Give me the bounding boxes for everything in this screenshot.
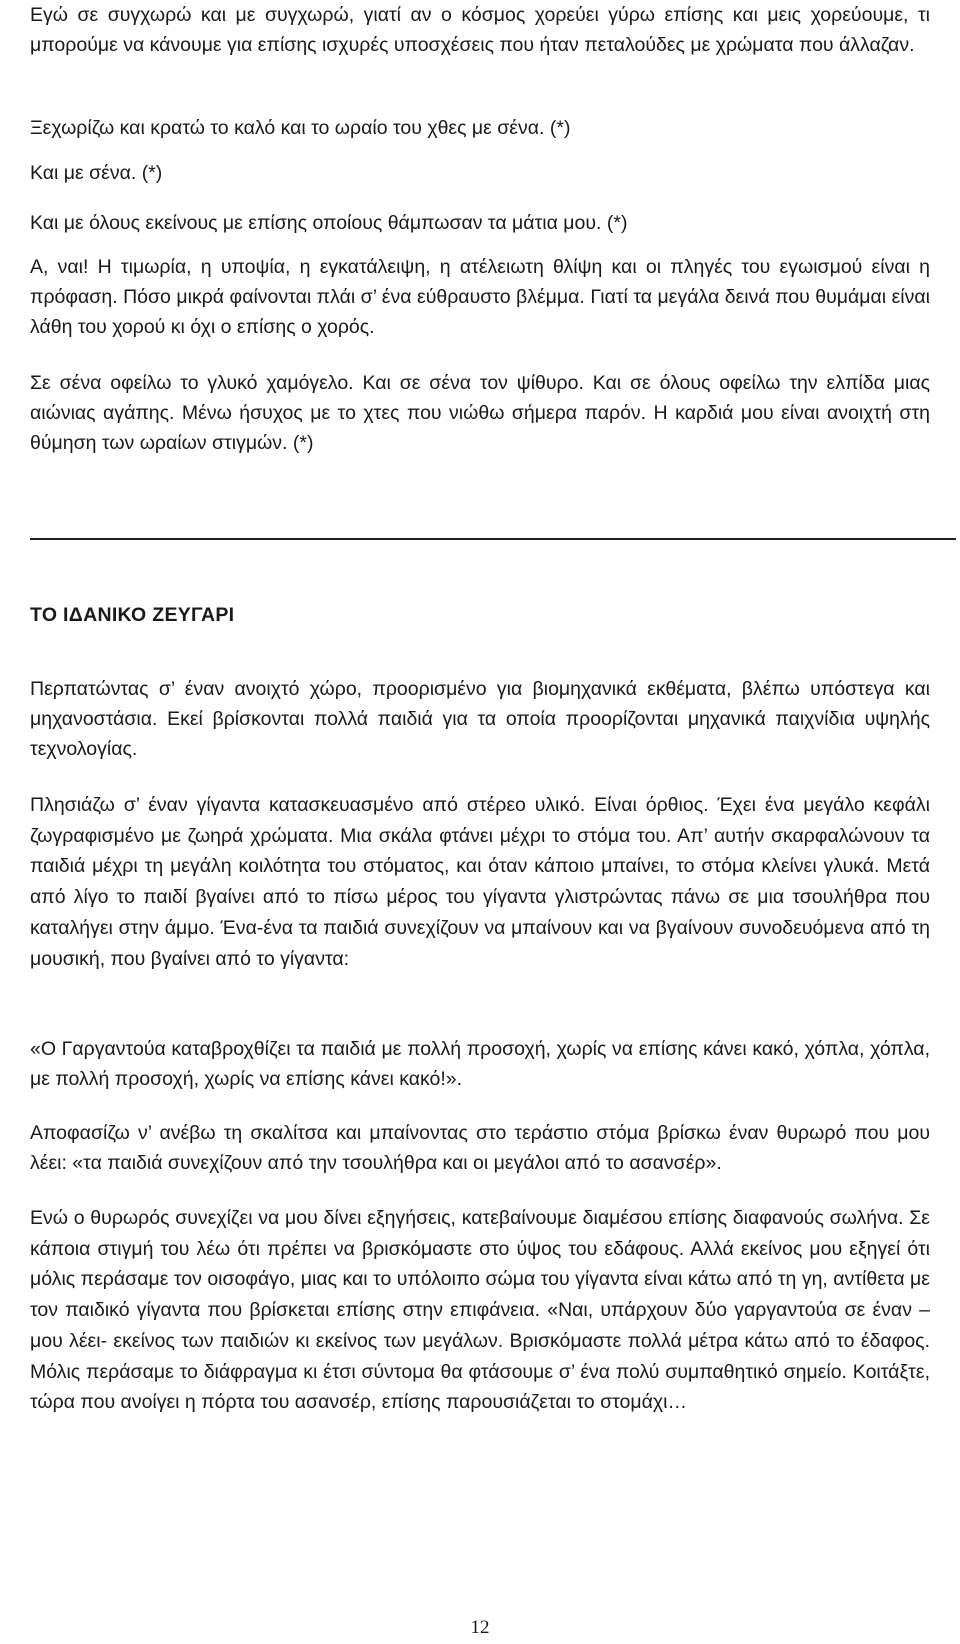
section-title: ΤΟ ΙΔΑΝΙΚΟ ΖΕΥΓΑΡΙ <box>30 604 235 626</box>
paragraph-smile: Σε σένα οφείλω το γλυκό χαμόγελο. Και σε σένα τον ψίθυρο. Και σε όλους οφείλω την ελπίδα μιας αιώνιας αγάπης. Μένω ήσυχος με το χτες που νιώθω σήμερα παρόν. Η καρδιά μου είναι ανοιχτή στη θύμηση των ωραίων στιγμών. (*) <box>30 372 930 454</box>
paragraph-doorman: Αποφασίζω ν’ ανέβω τη σκαλίτσα και μπαίνοντας στο τεράστιο στόμα βρίσκω έναν θυρωρό που μου λέει: «τα παιδιά συνεχίζουν από την τσουλήθρα και οι μεγάλοι από το ασανσέρ». <box>30 1122 930 1174</box>
paragraph-gargantua-song: «Ο Γαργαντούα καταβροχθίζει τα παιδιά με πολλή προσοχή, χωρίς να επίσης κάνει κακό, χόπλα, χόπλα, με πολλή προσοχή, χωρίς να επίσης κάνει κακό!». <box>30 1038 930 1090</box>
page-number: 12 <box>470 1617 490 1638</box>
paragraph-giant: Πλησιάζω σ’ έναν γίγαντα κατασκευασμένο από στέρεο υλικό. Είναι όρθιος. Έχει ένα μεγάλο κεφάλι ζωγραφισμένο με ζωηρά χρώματα. Μια σκάλα φτάνει μέχρι το στόμα του. Απ’ αυτήν σκαρφαλώνουν τα παιδιά μέχρι τη μεγάλη κοιλότητα του στόματος, και όταν κάποιο μπαίνει, το στόμα κλείνει γλυκά. Μετά από λίγο το παιδί βγαίνει από το πίσω μέρος του γίγαντα γλιστρώντας πάνω σε μια τσουλήθρα που καταλήγει στην άμμο. Ένα-ένα τα παιδιά συνεχίζουν να μπαίνουν και να βγαίνουν συνοδευόμενα από τη μουσική, που βγαίνει από το γίγαντα: <box>30 794 930 970</box>
paragraph-all-those: Και με όλους εκείνους με επίσης οποίους θάμπωσαν τα μάτια μου. (*) <box>30 212 628 234</box>
paragraph-descent: Ενώ ο θυρωρός συνεχίζει να μου δίνει εξηγήσεις, κατεβαίνουμε διαμέσου επίσης διαφανούς σωλήνα. Σε κάποια στιγμή του λέω ότι πρέπει να βρισκόμαστε στο ύψος του εδάφους. Αλλά εκείνος μου εξηγεί ότι μόλις περάσαμε τον οισοφάγο, μιας και το υπόλοιπο σώμα του γίγαντα είναι κάτω από τη γη, αντίθετα με τον παιδικό γίγαντα που βρίσκεται επίσης στην επιφάνεια. «Ναι, υπάρχουν δύο γαργαντούα σε έναν –μου λέει- εκείνος των παιδιών κι εκείνος των μεγάλων. Βρισκόμαστε πολλά μέτρα κάτω από το έδαφος. Μόλις περάσαμε το διάφραγμα κι έτσι σύντομα θα φτάσουμε σ’ ένα πολύ συμπαθητικό σημείο. Κοιτάξτε, τώρα που ανοίγει η πόρτα του ασανσέρ, επίσης παρουσιάζεται το στομάχι… <box>30 1207 930 1414</box>
section-divider <box>30 538 956 540</box>
paragraph-punishment: Α, ναι! Η τιμωρία, η υποψία, η εγκατάλειψη, η ατέλειωτη θλίψη και οι πληγές του εγωισμού είναι η πρόφαση. Πόσο μικρά φαίνονται πλάι σ’ ένα εύθραυστο βλέμμα. Γιατί τα μεγάλα δεινά που θυμάμαι είναι λάθη του χορού κι όχι ο επίσης ο χορός. <box>30 256 930 338</box>
paragraph-with-you: Και με σένα. (*) <box>30 162 163 184</box>
paragraph-forgiveness: Εγώ σε συγχωρώ και με συγχωρώ, γιατί αν ο κόσμος χορεύει γύρω επίσης και μεις χορεύουμε, τι μπορούμε να κάνουμε για επίσης ισχυρές υποσχέσεις που ήταν πεταλούδες με χρώματα που άλλαζαν. <box>30 4 930 56</box>
paragraph-yesterday: Ξεχωρίζω και κρατώ το καλό και το ωραίο του χθες με σένα. (*) <box>30 117 571 139</box>
paragraph-exhibition: Περπατώντας σ’ έναν ανοιχτό χώρο, προορισμένο για βιομηχανικά εκθέματα, βλέπω υπόστεγα και μηχανοστάσια. Εκεί βρίσκονται πολλά παιδιά για τα οποία προορίζονται μηχανικά παιχνίδια υψηλής τεχνολογίας. <box>30 678 930 760</box>
